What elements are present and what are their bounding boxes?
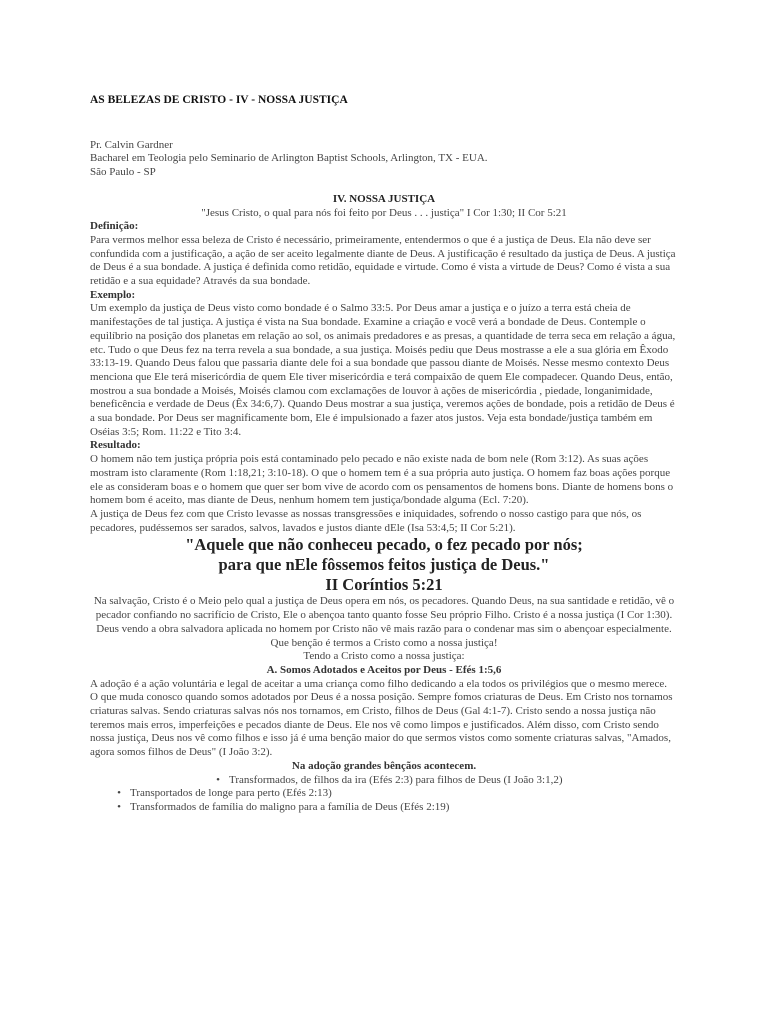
bullet-icon: • <box>117 787 121 800</box>
bullet-icon: • <box>117 800 121 813</box>
definicao-label: Definição: <box>90 220 139 233</box>
exemplo-paragraph: Um exemplo da justiça de Deus visto como bondade é o Salmo 33:5. Por Deus amar a justiça e o juízo a terra está cheia de manifestações de tal justiça. A justiça é vista na Sua bondade. Examine a criação e você verá a bondade de Deus. Contemple o equilíbrio na posição dos planetas em relação ao sol, os animais predadores e as presas, a quantidade de terra seca em relação a água, etc. Tudo o que Deus fez na terra revela a sua bondade, a sua justiça. Moisés pediu que Deus mostrasse a ele a sua glória em Êxodo 33:13-19. Quando Deus falou que passaria diante dele foi a sua bondade que passou diante de Moisés. Nesse mesmo contexto Deus menciona que Ele terá misericórdia de quem Ele tiver misericórdia e terá compaixão de quem Ele compadecer. Quando Deus, então, mostrou a sua bondade a Moisés, Moisés clamou com exclamações de louvor à ações de misericórdia , piedade, longanimidade, beneficência e verdade de Deus (Êx 34:6,7). Quando Deus mostrar a sua justiça, veremos ações de bondade, pois a retidão de Deus é a sua bondade. Por Deus ser magnificamente bom, Ele é impulsionado a fazer atos justos. Veja esta bondade/justiça também em Oséias 3:5; Rom. 11:22 e Tito 3:4. <box>90 302 676 438</box>
author-credentials: Bacharel em Teologia pelo Seminario de Arlington Baptist Schools, Arlington, TX - EUA. <box>90 152 488 165</box>
quote-line-2: para que nEle fôssemos feitos justiça de Deus." <box>218 555 550 575</box>
list-item-text: Transformados, de filhos da ira (Efés 2:3) para filhos de Deus (I João 3:1,2) <box>229 773 563 786</box>
document-title: AS BELEZAS DE CRISTO - IV - NOSSA JUSTIÇA <box>90 94 348 106</box>
list-item-text: Transformados de família do maligno para a família de Deus (Efés 2:19) <box>130 800 450 813</box>
adocao-paragraph-2: O que muda conosco quando somos adotados por Deus é a nossa posição. Sempre fomos criaturas de Deus. Em Cristo nos tornamos criaturas salvas. Sendo criaturas salvas nós nos tornamos, em Cristo, filhos de Deus (Gal 4:1-7). Cristo sendo a nossa justiça não teremos mais erros, imperfeições e pecados diante de Deus. Ele nos vê como limpos e justificados. Além disso, com Cristo sendo nossa justiça, Deus nos vê como filhos e isso já é uma benção maior do que sermos vistos como somente criaturas salvas, "Amados, agora somos filhos de Deus" (I João 3:2). <box>90 691 673 759</box>
subsection-a-heading: A. Somos Adotados e Aceitos por Deus - Efés 1:5,6 <box>266 663 502 676</box>
resultado-paragraph-1: O homem não tem justiça própria pois está contaminado pelo pecado e não existe nada de bom nele (Rom 3:12). As suas ações mostram isto claramente (Rom 1:18,21; 3:10-18). O que o homem tem é a sua própria auto justiça. O homem faz boas ações porque ele as consideram boas e o homem que quer ser bom vive de acordo com os pensamentos de homens bons. Diante de homens bons o homem bom é aceito, mas diante de Deus, nenhum homem tem justiça/bondade alguma (Ecl. 7:20). <box>90 453 674 507</box>
exemplo-label: Exemplo: <box>90 288 136 301</box>
epigraph: "Jesus Cristo, o qual para nós foi feito por Deus . . . justiça" I Cor 1:30; II Cor 5:21 <box>201 206 567 219</box>
list-item <box>90 801 678 815</box>
bencaos-list <box>90 774 678 815</box>
quote-reference: II Coríntios 5:21 <box>325 575 443 595</box>
author-location: São Paulo - SP <box>90 166 156 179</box>
bencaos-heading: Na adoção grandes bênçãos acontecem. <box>291 759 477 772</box>
bullet-icon: • <box>216 773 220 786</box>
list-item <box>90 774 678 788</box>
adocao-paragraph-1: A adoção é a ação voluntária e legal de aceitar a uma criança como filho dedicando a ela todos os privilégios que o mesmo merece. <box>90 677 667 690</box>
document-body <box>90 94 678 815</box>
author-block <box>90 139 678 180</box>
author-name: Pr. Calvin Gardner <box>90 138 173 151</box>
resultado-label: Resultado: <box>90 439 141 452</box>
salvacao-paragraph: Na salvação, Cristo é o Meio pelo qual a justiça de Deus opera em nós, os pecadores. Quando Deus, na sua santidade e retidão, vê o pecador confiando no sacrifício de Cristo, Ele o abençoa tanto quanto fosse Seu próprio Filho. Cristo é a nossa justiça (I Cor 1:30). Deus vendo a obra salvadora aplicada no homem por Cristo não vê mais razão para o condenar mas sim o abençoar especialmente. Que benção é termos a Cristo como a nossa justiça! <box>93 595 675 649</box>
quote-line-1: "Aquele que não conheceu pecado, o fez pecado por nós; <box>185 535 583 555</box>
section-title: IV. NOSSA JUSTIÇA <box>332 192 436 205</box>
resultado-paragraph-2: A justiça de Deus fez com que Cristo levasse as nossas transgressões e iniquidades, sofrendo o nosso castigo para que nós, os pecadores, pudéssemos ser sarados, salvos, lavados e justos diante dEle (Isa 53:4,5; II Cor 5:21). <box>90 507 642 534</box>
list-item-text: Transportados de longe para perto (Efés 2:13) <box>130 787 332 800</box>
definicao-paragraph: Para vermos melhor essa beleza de Cristo é necessário, primeiramente, entendermos o que é a justiça de Deus. Ela não deve ser confundida com a justificação, a ação de ser aceito legalmente diante de Deus. A justificação é resultado da justiça de Deus. A justiça de Deus é a sua bondade. A justiça é definida como retidão, equidade e virtude. Como é vista a virtude de Deus? Como é vista a sua retidão e a sua equidade? Através da sua bondade. <box>90 233 676 288</box>
list-item <box>90 787 678 801</box>
tendo-line: Tendo a Cristo como a nossa justiça: <box>303 650 465 663</box>
